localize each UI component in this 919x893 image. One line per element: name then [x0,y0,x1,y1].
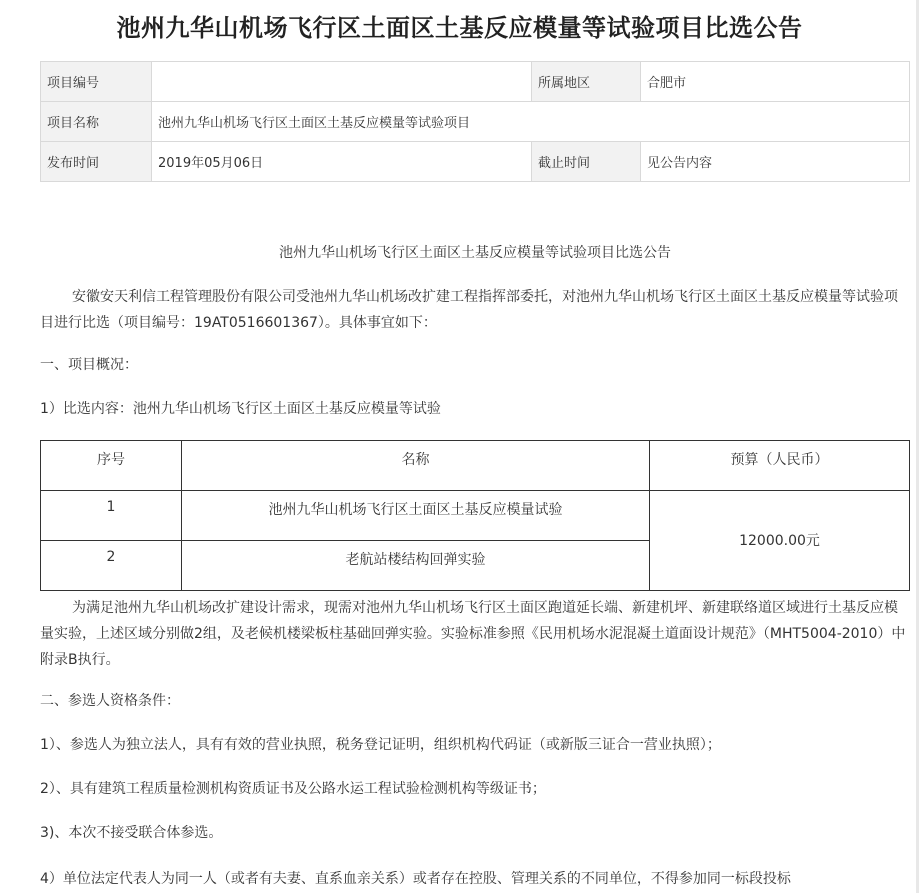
section-heading: 一、项目概况： [40,357,138,373]
requirement-item: 2）、具有建筑工程质量检测机构资质证书及公路水运工程试验检测机构等级证书； [40,781,546,797]
info-label: 截止时间 [532,142,641,182]
info-value-deadline: 见公告内容 [641,142,910,182]
table-row [41,491,910,541]
info-row [41,102,910,142]
intro-paragraph: 安徽安天利信工程管理股份有限公司受池州九华山机场改扩建工程指挥部委托，对池州九华山机场飞行区土面区土基反应模量等试验项目进行比选（项目编号：19AT0516601367）。具体事宜如下： [40,289,898,331]
info-value-project-number [152,62,532,102]
info-label: 发布时间 [41,142,152,182]
budget-table [40,440,910,591]
info-value-region: 合肥市 [641,62,910,102]
page-title: 池州九华山机场飞行区土面区土基反应模量等试验项目比选公告 [116,14,803,42]
row-name: 池州九华山机场飞行区土面区土基反应模量试验 [182,491,650,541]
info-row [41,142,910,182]
column-header: 名称 [182,441,650,491]
requirement-item: 1）、参选人为独立法人，具有有效的营业执照，税务登记证明，组织机构代码证（或新版三证合一营业执照）； [40,737,721,753]
description-paragraph: 为满足池州九华山机场改扩建设计需求，现需对池州九华山机场飞行区土面区跑道延长端、新建机坪、新建联络道区域进行土基反应模量实验，上述区域分别做2组，及老候机楼梁板柱基础回弹实验。实验标准参照《民用机场水泥混凝土道面设计规范》（MHT5004-2010）中附录B执行。 [40,600,906,668]
project-info-table [40,61,910,182]
budget-amount: 12000.00元 [650,491,910,591]
requirement-item: 4）单位法定代表人为同一人（或者有夫妻、直系血亲关系）或者存在控股、管理关系的不同单位，不得参加同一标段投标 [40,871,791,887]
info-label: 所属地区 [532,62,641,102]
column-header: 序号 [41,441,182,491]
requirement-item: 3)、本次不接受联合体参选。 [40,825,223,841]
info-row [41,62,910,102]
announcement-heading: 池州九华山机场飞行区土面区土基反应模量等试验项目比选公告 [279,245,671,261]
column-header: 预算（人民币） [650,441,910,491]
info-label: 项目名称 [41,102,152,142]
info-value-project-name: 池州九华山机场飞行区土面区土基反应模量等试验项目 [152,102,910,142]
row-number: 1 [41,491,182,541]
scope-item: 1）比选内容：池州九华山机场飞行区土面区土基反应模量等试验 [40,401,441,417]
budget-header-row [41,441,910,491]
row-number: 2 [41,541,182,591]
section-heading: 二、参选人资格条件： [40,693,180,709]
row-name: 老航站楼结构回弹实验 [182,541,650,591]
info-value-publish-date: 2019年05月06日 [152,142,532,182]
info-label: 项目编号 [41,62,152,102]
